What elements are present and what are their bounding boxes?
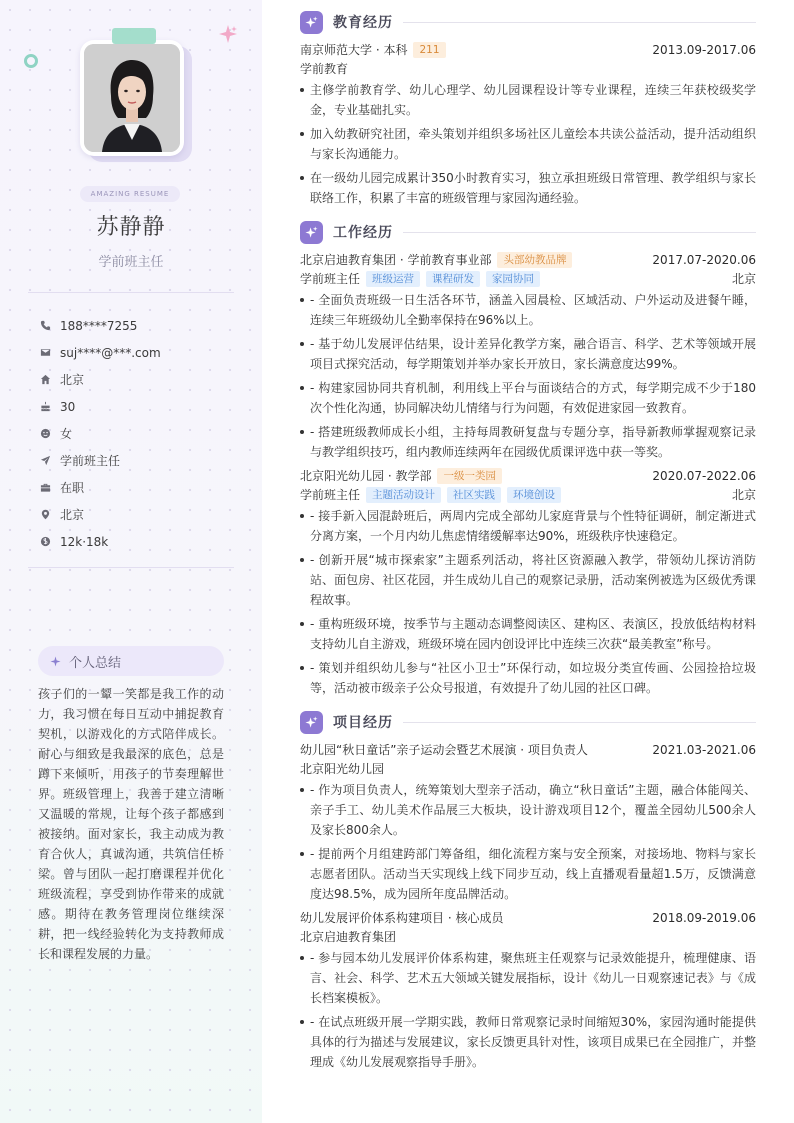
section-rule xyxy=(403,22,756,23)
location-pin-icon xyxy=(40,509,60,520)
skill-tag: 环境创设 xyxy=(507,487,561,503)
sparkle-icon xyxy=(218,24,238,44)
work-section xyxy=(300,220,756,698)
gender-icon xyxy=(40,428,60,439)
job-city: 北京 xyxy=(731,488,756,502)
target-position-value: 学前班主任 xyxy=(60,454,121,468)
education-major-row xyxy=(300,59,756,78)
org-badge: 一级一类园 xyxy=(437,468,502,484)
job-bullets xyxy=(300,290,756,462)
salary-value: 12k·18k xyxy=(60,534,109,549)
status-value: 在职 xyxy=(60,481,85,495)
project-org: 北京阳光幼儿园 xyxy=(300,762,385,776)
job-position: 学前班主任 xyxy=(300,272,361,286)
project-org-row xyxy=(300,927,756,946)
job-date: 2017.07-2020.06 xyxy=(652,252,756,267)
section-rule xyxy=(403,232,756,233)
section-title: 工作经历 xyxy=(333,225,393,241)
tape-decoration xyxy=(112,28,156,44)
divider xyxy=(28,567,234,568)
org-badge: 头部幼教品牌 xyxy=(497,252,572,268)
section-sparkle-icon xyxy=(300,711,323,734)
avatar xyxy=(84,44,180,152)
gender-value: 女 xyxy=(60,427,73,441)
section-header xyxy=(300,10,756,34)
job-entry xyxy=(300,250,756,462)
candidate-name: 苏静静 xyxy=(96,215,166,240)
bullet-item: 在一级幼儿园完成累计350小时教育实习，独立承担班级日常管理、教学组织与家长联络工作，积累了丰富的班级管理与家园沟通经验。 xyxy=(300,168,756,208)
project-date: 2021.03-2021.06 xyxy=(652,742,756,757)
main-content xyxy=(300,10,756,1084)
school-badge: 211 xyxy=(413,42,445,58)
info-phone xyxy=(40,312,240,339)
education-bullets xyxy=(300,80,756,208)
education-section xyxy=(300,10,756,208)
bullet-item: - 接手新入园混龄班后，两周内完成全部幼儿家庭背景与个性特征调研，制定渐进式分离方案，一个月内幼儿焦虑情绪缓解率达90%，班级秩序快速稳定。 xyxy=(300,506,756,546)
info-gender xyxy=(40,420,240,447)
project-header-row xyxy=(300,740,756,759)
project-org: 北京启迪教育集团 xyxy=(300,930,397,944)
info-age xyxy=(40,393,240,420)
cake-icon xyxy=(40,401,60,412)
project-entry xyxy=(300,908,756,1072)
skill-tag: 班级运营 xyxy=(366,271,420,287)
section-title: 教育经历 xyxy=(333,15,393,31)
mail-icon xyxy=(40,347,60,358)
contact-info-list xyxy=(40,312,240,555)
summary-title: 个人总结 xyxy=(69,655,122,671)
section-sparkle-icon xyxy=(300,11,323,34)
job-header-row xyxy=(300,250,756,269)
info-salary xyxy=(40,528,240,555)
bullet-item: - 构建家园协同共育机制，利用线上平台与面谈结合的方式，每学期完成不少于180次个性化沟通，协同解决幼儿情绪与行为问题，有效促进家园一致教育。 xyxy=(300,378,756,418)
ring-decoration xyxy=(24,54,38,68)
education-date: 2013.09-2017.06 xyxy=(652,42,756,57)
school-name: 南京师范大学 · 本科 xyxy=(300,43,408,57)
bullet-item: - 重构班级环境，按季节与主题动态调整阅读区、建构区、表演区，投放低结构材料支持幼儿自主游戏，班级环境在园内创设评比中连续三次获“最美教室”称号。 xyxy=(300,614,756,654)
section-header xyxy=(300,220,756,244)
project-org-row xyxy=(300,759,756,778)
project-name: 幼儿园“秋日童话”亲子运动会暨艺术展演 · 项目负责人 xyxy=(300,743,588,757)
candidate-role: 学前班主任 xyxy=(98,255,164,270)
skill-tag: 主题活动设计 xyxy=(366,487,441,503)
phone-icon xyxy=(40,320,60,331)
education-header-row xyxy=(300,40,756,59)
job-position-row xyxy=(300,485,756,504)
bullet-item: - 参与园本幼儿发展评价体系构建，聚焦班主任观察与记录效能提升，梳理健康、语言、社会、科学、艺术五大领域关键发展指标，设计《幼儿一日观察速记表》与《成长档案模板》。 xyxy=(300,948,756,1008)
project-header-row xyxy=(300,908,756,927)
section-header xyxy=(300,710,756,734)
section-title: 项目经历 xyxy=(333,715,393,731)
bullet-item: 主修学前教育学、幼儿心理学、幼儿园课程设计等专业课程，连续三年获校级奖学金，专业基础扎实。 xyxy=(300,80,756,120)
project-entry xyxy=(300,740,756,904)
major: 学前教育 xyxy=(300,62,349,76)
projects-section xyxy=(300,710,756,1072)
info-email xyxy=(40,339,240,366)
resume-tag: AMAZING RESUME xyxy=(80,186,180,202)
project-date: 2018.09-2019.06 xyxy=(652,910,756,925)
bullet-item: - 策划并组织幼儿参与“社区小卫士”环保行动，如垃圾分类宣传画、公园捡拾垃圾等，活动被市级亲子公众号报道，有效提升了幼儿园的社区口碑。 xyxy=(300,658,756,698)
job-position: 学前班主任 xyxy=(300,488,361,502)
info-target-position xyxy=(40,447,240,474)
info-location xyxy=(40,501,240,528)
email-value: suj****@***.com xyxy=(60,345,161,360)
job-position-row xyxy=(300,269,756,288)
bullet-item: - 作为项目负责人，统筹策划大型亲子活动，确立“秋日童话”主题，融合体能闯关、亲子手工、幼儿美术作品展三大板块，设计游戏项目12个，覆盖全园幼儿500余人及家长800余人。 xyxy=(300,780,756,840)
project-bullets xyxy=(300,948,756,1072)
age-value: 30 xyxy=(60,399,76,414)
salary-icon xyxy=(40,536,60,547)
bullet-item: - 在试点班级开展一学期实践，教师日常观察记录时间缩短30%，家园沟通时能提供具体的行为描述与发展建议，家长反馈更具针对性，该项目成果已在全园推广，并整理成《幼儿发展观察指导手册》。 xyxy=(300,1012,756,1072)
summary-text: 孩子们的一颦一笑都是我工作的动力，我习惯在每日互动中捕捉教育契机，以游戏化的方式陪伴成长。耐心与细致是我最深的底色，总是蹲下来倾听，用孩子的节奏理解世界。班级管理上，我善于建立清晰又温暖的常规，让每个孩子都感到被接纳。面对家长，我主动成为教育合伙人，真诚沟通，共筑信任桥梁。曾与团队一起打磨课程并优化班级流程，享受到协作带来的成就感。期待在教务管理岗位继续深耕，把一线经验转化为支持教师成长和课程发展的力量。 xyxy=(38,687,224,961)
bullet-item: 加入幼教研究社团，牵头策划并组织多场社区儿童绘本共读公益活动，提升活动组织与家长沟通能力。 xyxy=(300,124,756,164)
project-name: 幼儿发展评价体系构建项目 · 核心成员 xyxy=(300,911,504,925)
summary-header xyxy=(38,646,224,676)
info-status xyxy=(40,474,240,501)
bullet-item: - 创新开展“城市探索家”主题系列活动，将社区资源融入教学，带领幼儿探访消防站、面包房、社区花园，并生成幼儿自己的观察记录册，活动案例被选为区级优秀课程故事。 xyxy=(300,550,756,610)
profile-photo xyxy=(80,40,186,158)
briefcase-icon xyxy=(40,482,60,493)
location-value: 北京 xyxy=(60,508,85,522)
section-rule xyxy=(403,722,756,723)
section-sparkle-icon xyxy=(300,221,323,244)
job-bullets xyxy=(300,506,756,698)
project-bullets xyxy=(300,780,756,904)
skill-tag: 社区实践 xyxy=(447,487,501,503)
job-header-row xyxy=(300,466,756,485)
job-date: 2020.07-2022.06 xyxy=(652,468,756,483)
sparkle-icon xyxy=(50,656,61,667)
phone-value: 188****7255 xyxy=(60,318,138,333)
job-city: 北京 xyxy=(731,272,756,286)
bullet-item: - 基于幼儿发展评估结果，设计差异化教学方案，融合语言、科学、艺术等领域开展项目式探究活动，每学期策划并举办家长开放日，家长满意度达99%。 xyxy=(300,334,756,374)
bullet-item: - 全面负责班级一日生活各环节，涵盖入园晨检、区域活动、户外运动及进餐午睡，连续三年班级幼儿全勤率保持在96%以上。 xyxy=(300,290,756,330)
divider xyxy=(28,292,234,293)
sidebar xyxy=(0,0,262,1123)
skill-tag: 家园协同 xyxy=(486,271,540,287)
home-value: 北京 xyxy=(60,373,85,387)
skill-tag: 课程研发 xyxy=(426,271,480,287)
bullet-item: - 提前两个月组建跨部门筹备组，细化流程方案与安全预案，对接场地、物料与家长志愿者团队。活动当天实现线上线下同步互动，线上直播观看量超1.5万，反馈满意度达98.5%，成为园所年度品牌活动。 xyxy=(300,844,756,904)
job-org: 北京阳光幼儿园 · 教学部 xyxy=(300,469,432,483)
job-org: 北京启迪教育集团 · 学前教育事业部 xyxy=(300,253,492,267)
bullet-item: - 搭建班级教师成长小组，主持每周教研复盘与专题分享，指导新教师掌握观察记录与教学组织技巧，组内教师连续两年在园级优质课评选中获一等奖。 xyxy=(300,422,756,462)
send-icon xyxy=(40,455,60,466)
info-home xyxy=(40,366,240,393)
job-entry xyxy=(300,466,756,698)
home-icon xyxy=(40,374,60,385)
